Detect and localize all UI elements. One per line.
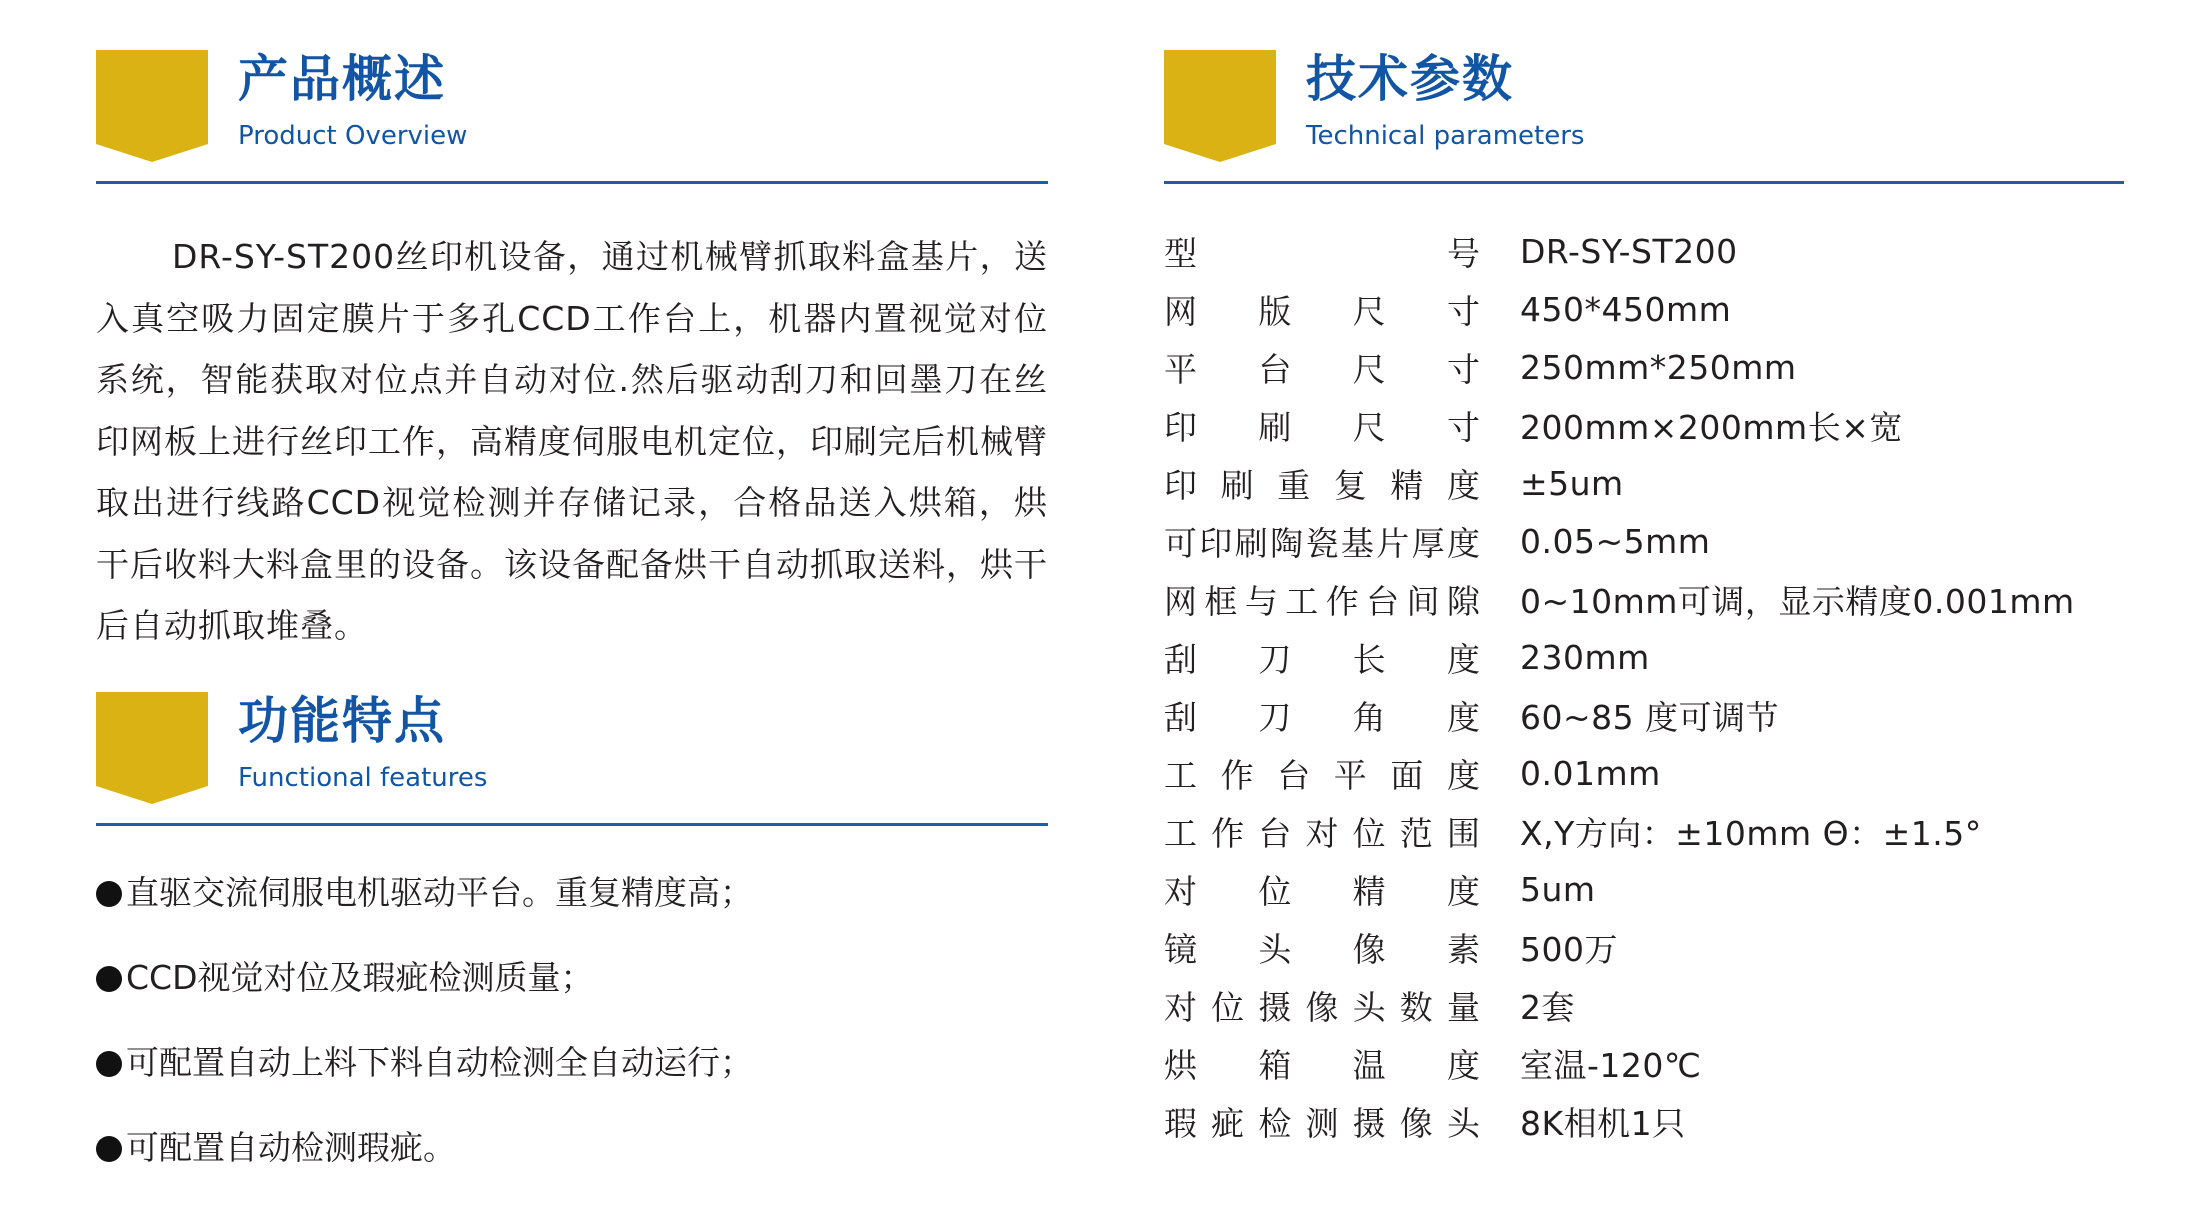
param-label-char: 工 <box>1164 813 1197 853</box>
param-label-char: 框 <box>1204 581 1238 621</box>
param-label-char: 像 <box>1352 929 1386 969</box>
features-header <box>96 642 1048 842</box>
param-label <box>1164 866 1480 913</box>
param-label-char: 瓷 <box>1305 523 1339 563</box>
features-divider <box>96 823 1048 826</box>
overview-body <box>96 226 1048 657</box>
param-label-char: 间 <box>1406 581 1440 621</box>
features-list <box>96 872 1048 1212</box>
param-label <box>1164 460 1480 507</box>
param-row <box>1164 1092 2124 1150</box>
features-title: 功能特点 <box>238 692 446 750</box>
param-label-char: 精 <box>1352 871 1386 911</box>
param-label <box>1164 634 1480 681</box>
param-label-char: 素 <box>1446 929 1480 969</box>
param-label-char: 重 <box>1277 465 1311 505</box>
feature-item <box>96 957 1048 1042</box>
feature-item <box>96 1042 1048 1127</box>
param-label-char: 陶 <box>1270 523 1304 563</box>
param-label-char: 度 <box>1446 639 1480 679</box>
param-row <box>1164 454 2124 512</box>
param-label-char: 精 <box>1390 465 1424 505</box>
param-label-char: 面 <box>1390 755 1424 795</box>
param-row <box>1164 918 2124 976</box>
param-label <box>1164 750 1480 797</box>
feature-item <box>96 1127 1048 1212</box>
param-label-char: 度 <box>1447 523 1480 563</box>
param-label-char: 基 <box>1340 523 1374 563</box>
param-value: 0.05~5mm <box>1520 521 1711 561</box>
param-row <box>1164 744 2124 802</box>
param-label-char: 台 <box>1258 813 1292 853</box>
param-label-char: 与 <box>1244 581 1278 621</box>
overview-divider <box>96 181 1048 184</box>
overview-title: 产品概述 <box>238 50 446 108</box>
param-label-char: 刀 <box>1258 697 1292 737</box>
param-label-char: 台 <box>1277 755 1311 795</box>
param-label-char: 隙 <box>1446 581 1480 621</box>
param-label-char: 刷 <box>1220 465 1254 505</box>
tech-header <box>1164 0 2124 151</box>
param-label-char: 刷 <box>1234 523 1268 563</box>
overview-header <box>96 0 1048 151</box>
feature-text: 可配置自动检测瑕疵。 <box>126 1128 456 1167</box>
param-label-char: 测 <box>1305 1103 1339 1143</box>
param-label-char: 度 <box>1446 871 1480 911</box>
param-row <box>1164 396 2124 454</box>
feature-text: CCD视觉对位及瑕疵检测质量； <box>126 958 594 997</box>
param-label-char: 度 <box>1446 755 1480 795</box>
param-row <box>1164 222 2124 280</box>
param-label-char: 复 <box>1333 465 1367 505</box>
param-label-char: 片 <box>1376 523 1410 563</box>
left-column <box>96 0 1048 1167</box>
param-label-char: 头 <box>1258 929 1292 969</box>
bullet-dot-icon <box>96 1136 122 1162</box>
gold-chevron-badge-icon <box>1164 50 1276 162</box>
param-label-char: 网 <box>1164 291 1197 331</box>
param-value: 室温-120℃ <box>1520 1045 1702 1085</box>
param-label-char: 作 <box>1325 581 1359 621</box>
bullet-dot-icon <box>96 966 122 992</box>
param-label-char: 位 <box>1211 987 1245 1027</box>
param-value: 250mm*250mm <box>1520 347 1797 387</box>
gold-chevron-badge-icon <box>96 50 208 162</box>
bullet-dot-icon <box>96 1051 122 1077</box>
param-row <box>1164 686 2124 744</box>
param-row <box>1164 802 2124 860</box>
param-value: 60~85 度可调节 <box>1520 697 1780 737</box>
param-label <box>1164 344 1480 391</box>
param-label-char: 像 <box>1305 987 1339 1027</box>
param-label <box>1164 982 1480 1029</box>
param-label-char: 疵 <box>1211 1103 1245 1143</box>
param-label-char: 印 <box>1164 407 1197 447</box>
param-value: 2套 <box>1520 987 1575 1027</box>
param-label-char: 对 <box>1164 871 1197 911</box>
param-value: 0~10mm可调，显示精度0.001mm <box>1520 581 2075 621</box>
overview-text: DR-SY-ST200丝印机设备，通过机械臂抓取料盒基片，送入真空吸力固定膜片于多孔CCD工作台上，机器内置视觉对位系统，智能获取对位点并自动对位.然后驱动刮刀和回墨刀在丝印网板上进行丝印工作，高精度伺服电机定位，印刷完后机械臂取出进行线路CCD视觉检测并存储记录，合格品送入烘箱，烘干后收料大料盒里的设备。该设备配备烘干自动抓取送料，烘干后自动抓取堆叠。 <box>96 237 1048 645</box>
param-row <box>1164 628 2124 686</box>
feature-item <box>96 872 1048 957</box>
param-label-char: 寸 <box>1446 349 1480 389</box>
param-label <box>1164 1098 1480 1145</box>
param-row <box>1164 1034 2124 1092</box>
param-label-char: 数 <box>1399 987 1433 1027</box>
param-label-char: 工 <box>1164 755 1197 795</box>
param-label-char: 可 <box>1164 523 1197 563</box>
param-label-char: 刷 <box>1258 407 1292 447</box>
tech-params-table <box>1164 222 2124 1150</box>
param-label-char: 网 <box>1164 581 1197 621</box>
param-label <box>1164 808 1480 855</box>
param-label <box>1164 518 1480 565</box>
param-value: 230mm <box>1520 637 1650 677</box>
param-row <box>1164 976 2124 1034</box>
param-value: DR-SY-ST200 <box>1520 231 1738 271</box>
param-label-char: 印 <box>1199 523 1233 563</box>
param-label-char: 度 <box>1446 465 1480 505</box>
feature-text: 直驱交流伺服电机驱动平台。重复精度高； <box>126 873 753 912</box>
param-label-char: 温 <box>1352 1045 1386 1085</box>
param-label <box>1164 228 1480 275</box>
param-value: 5um <box>1520 869 1596 909</box>
param-label <box>1164 286 1480 333</box>
param-label <box>1164 1040 1480 1087</box>
param-label-char: 寸 <box>1446 291 1480 331</box>
features-subtitle: Functional features <box>238 763 488 793</box>
param-label-char: 号 <box>1447 233 1480 273</box>
param-label <box>1164 402 1480 449</box>
param-label-char: 摄 <box>1352 1103 1386 1143</box>
param-label-char: 对 <box>1164 987 1197 1027</box>
param-label-char: 作 <box>1220 755 1254 795</box>
param-value: 0.01mm <box>1520 753 1661 793</box>
right-column <box>1164 0 2124 1143</box>
tech-title: 技术参数 <box>1306 50 1514 108</box>
param-row <box>1164 280 2124 338</box>
param-label-char: 印 <box>1164 465 1197 505</box>
param-label-char: 检 <box>1258 1103 1292 1143</box>
param-label <box>1164 692 1480 739</box>
param-label-char: 刮 <box>1164 639 1197 679</box>
param-row <box>1164 570 2124 628</box>
param-label-char: 范 <box>1399 813 1433 853</box>
param-label-char: 尺 <box>1352 407 1386 447</box>
gold-chevron-badge-icon <box>96 692 208 804</box>
param-label-char: 量 <box>1446 987 1480 1027</box>
param-value: ±5um <box>1520 463 1624 503</box>
param-label-char: 烘 <box>1164 1045 1197 1085</box>
param-label-char: 尺 <box>1352 349 1386 389</box>
param-label-char: 平 <box>1164 349 1197 389</box>
param-label-char: 瑕 <box>1164 1103 1197 1143</box>
bullet-dot-icon <box>96 881 122 907</box>
param-label-char: 台 <box>1258 349 1292 389</box>
param-label-char: 型 <box>1164 233 1197 273</box>
param-label-char: 平 <box>1333 755 1367 795</box>
param-label-char: 刀 <box>1258 639 1292 679</box>
param-label-char: 围 <box>1446 813 1480 853</box>
param-label-char: 版 <box>1258 291 1292 331</box>
param-label-char: 像 <box>1399 1103 1433 1143</box>
feature-text: 可配置自动上料下料自动检测全自动运行； <box>126 1043 753 1082</box>
tech-subtitle: Technical parameters <box>1306 121 1585 151</box>
param-value: 500万 <box>1520 929 1618 969</box>
param-label <box>1164 576 1480 623</box>
param-label-char: 位 <box>1352 813 1386 853</box>
param-value: 200mm×200mm长×宽 <box>1520 407 1903 447</box>
param-label-char: 工 <box>1285 581 1319 621</box>
param-value: 450*450mm <box>1520 289 1732 329</box>
param-label-char: 度 <box>1446 697 1480 737</box>
param-label-char: 位 <box>1258 871 1292 911</box>
param-label-char: 角 <box>1352 697 1386 737</box>
param-label-char: 头 <box>1352 987 1386 1027</box>
param-label <box>1164 924 1480 971</box>
param-label-char: 摄 <box>1258 987 1292 1027</box>
param-row <box>1164 860 2124 918</box>
param-row <box>1164 338 2124 396</box>
param-label-char: 镜 <box>1164 929 1197 969</box>
param-label-char: 头 <box>1446 1103 1480 1143</box>
param-label-char: 度 <box>1446 1045 1480 1085</box>
param-label-char: 作 <box>1211 813 1245 853</box>
param-value: X,Y方向：±10mm Θ：±1.5° <box>1520 813 1982 853</box>
overview-subtitle: Product Overview <box>238 121 468 151</box>
param-label-char: 刮 <box>1164 697 1197 737</box>
param-label-char: 箱 <box>1258 1045 1292 1085</box>
param-label-char: 长 <box>1352 639 1386 679</box>
param-label-char: 尺 <box>1352 291 1386 331</box>
param-label-char: 对 <box>1305 813 1339 853</box>
param-label-char: 台 <box>1366 581 1400 621</box>
tech-divider <box>1164 181 2124 184</box>
param-label-char: 厚 <box>1411 523 1445 563</box>
param-label-char: 寸 <box>1446 407 1480 447</box>
param-value: 8K相机1只 <box>1520 1103 1686 1143</box>
param-row <box>1164 512 2124 570</box>
